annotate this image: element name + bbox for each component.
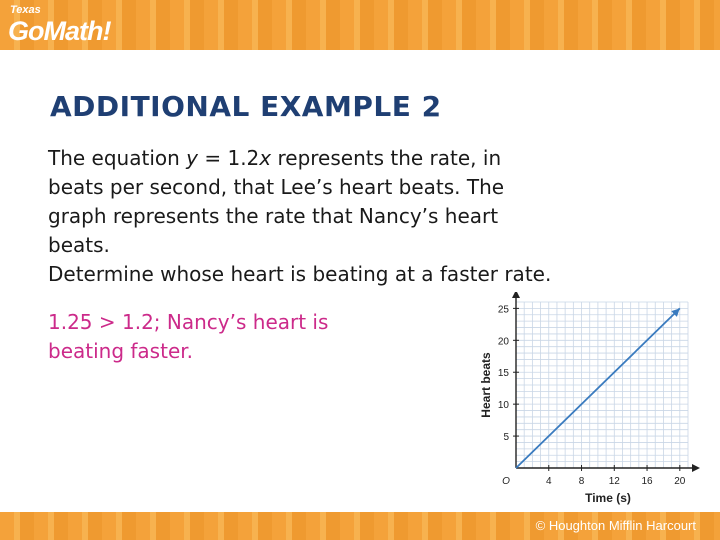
go-math-logo	[6, 4, 126, 48]
equation-mid: = 1.2	[198, 146, 260, 170]
x-tick-label: 4	[545, 476, 552, 487]
y-axis-label: Heart beats	[479, 352, 493, 418]
problem-text	[48, 144, 688, 289]
y-tick-label: 15	[497, 368, 509, 380]
answer-text	[48, 308, 448, 366]
chart-svg	[470, 292, 700, 510]
page-title: ADDITIONAL EXAMPLE 2	[50, 90, 442, 123]
y-tick-label: 5	[503, 432, 509, 444]
y-tick-label: 25	[497, 304, 509, 316]
x-tick-label: 16	[641, 476, 653, 487]
equation-x: x	[259, 146, 272, 170]
problem-line-2: beats per second, that Lee’s heart beats. The	[48, 175, 505, 199]
logo-brand	[8, 16, 110, 47]
x-tick-label: 20	[674, 476, 686, 487]
heart-beats-chart	[470, 292, 700, 510]
problem-line-5: Determine whose heart is beating at a faster rate.	[48, 262, 552, 286]
problem-line-1	[48, 144, 688, 173]
problem-line-3: graph represents the rate that Nancy’s heart	[48, 204, 499, 228]
chart-ticks	[498, 304, 686, 487]
y-tick-label: 20	[497, 336, 509, 348]
problem-line-1-pre: The equation	[48, 146, 187, 170]
top-banner	[0, 0, 720, 50]
x-axis-arrow	[692, 464, 700, 472]
y-axis-arrow	[512, 292, 520, 298]
logo-state-label: Texas	[10, 4, 41, 16]
origin-label: O	[502, 476, 510, 487]
problem-line-1-post: represents the rate, in	[271, 146, 502, 170]
x-tick-label: 8	[578, 476, 585, 487]
problem-line-4: beats.	[48, 233, 110, 257]
logo-brand-math: Math!	[43, 16, 111, 46]
copyright-notice: © Houghton Mifflin Harcourt	[535, 518, 696, 533]
answer-line-2: beating faster.	[48, 339, 193, 363]
answer-line-1: 1.25 > 1.2; Nancy’s heart is	[48, 310, 329, 334]
logo-brand-go: Go	[8, 16, 44, 46]
x-tick-label: 12	[608, 476, 620, 487]
bottom-banner	[0, 512, 720, 540]
equation-y: y	[186, 146, 198, 170]
y-tick-label: 10	[497, 400, 509, 412]
x-axis-label: Time (s)	[585, 491, 631, 505]
